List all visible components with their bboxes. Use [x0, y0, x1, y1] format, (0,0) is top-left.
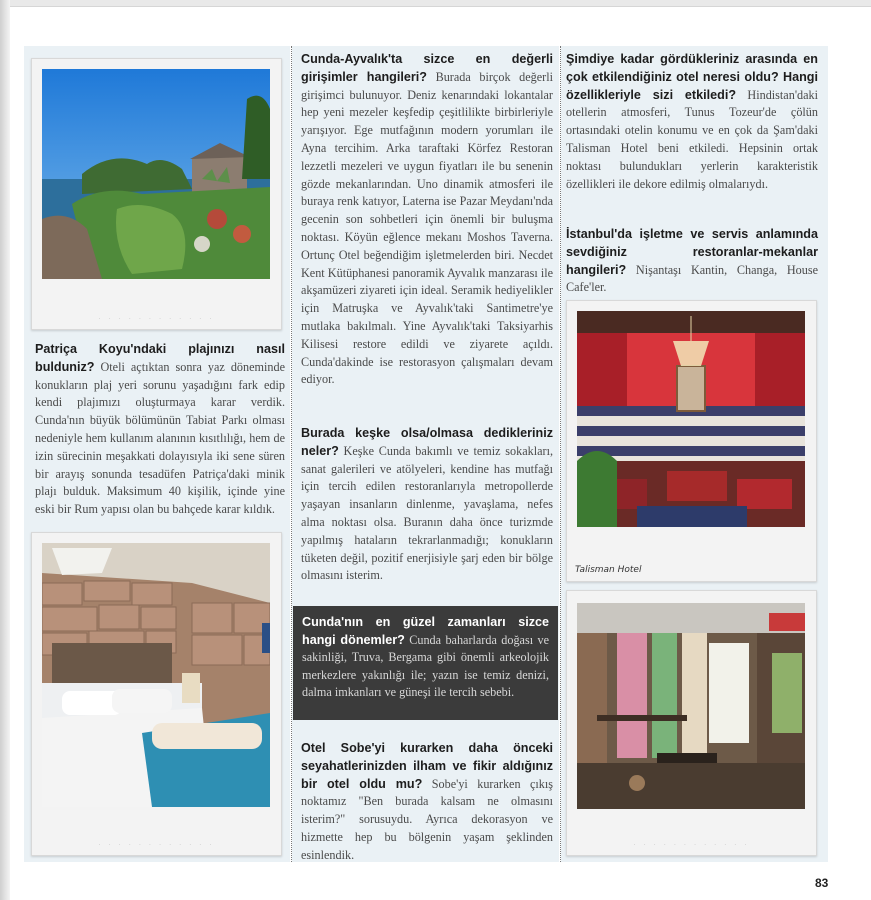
column-separator-1: [291, 46, 292, 862]
column-separator-2: [560, 46, 561, 862]
photo-frame-faded-text: · · · · · · · · · · · ·: [98, 315, 215, 323]
answer-text: Oteli açtıktan sonra yaz döneminde konukların plaj yeri sorunu yaşadığını fark edip kendi plajımızı oluşturmaya karar verdik. Cunda'nın büyük bölümünün Tabiat Parkı olması nedeniyle hem kullanım alanının kısıtlılığı, hem de izin sürecinin meşakkati dolayısıyla iki sene süren bir arayış sonunda tesadüfen Patriça'daki minik plajı bulduk. Maksimum 40 kişilik, içinde yine eski bir Rum yapısı olan bu bahçede karar kıldık.: [35, 359, 285, 517]
question-heading: Burada keşke olsa/olmasa dedikleriniz neler?: [301, 426, 553, 458]
highlight-box: [293, 606, 558, 720]
question-heading: Patriça Koyu'ndaki plajınızı nasıl bulduniz?: [35, 342, 285, 374]
answer-text: Burada birçok değerli girişimci bulunuyor. Deniz kenarındaki lokantalar hep yeni mezeler keşfedip çeşitlilikte birbirleriyle yarışıyor. Ege mutfağının modern yorumları ile Ayna tercihim. Arka taraftaki Körfez Restoran lezzetli mezeleri ve uygun fiyatları ile bu senenin gözde mekanlarından. Uno dinamik atmosferi ile buraya renk katıyor, Laterna ise Pazar Meydanı'nda gecenin son sohbetleri için önemli bir buluşma noktası. Köyün eğlence mekanı Moshos Taverna. Ortunç Otel beğendiğim işletmelerden biri. Necdet Kent Kütüphanesi panoramik Ayvalık manzarası ile akşamüzeri ziyareti için ideal. Seramik hediyelikler için Matruşka ve Ayvalık'taki Santimetre'ye mutlaka bakılmalı. Yine Ayvalık'taki Taksiyarhis Kilisesi restore edildi ve ziyarete açıldı. Cunda'dakinde ise restorasyon çalışmaları devam ediyor.: [301, 69, 553, 387]
hotel-interior-photo: [577, 603, 805, 809]
col2-article-block-2: [301, 425, 553, 585]
photo-frame-faded-text: · · · · · · · · · · · ·: [633, 841, 750, 849]
page-top-edge: [0, 0, 871, 7]
coast-photo-frame: [31, 58, 282, 330]
talisman-photo-frame: [566, 300, 817, 582]
question-heading: Cunda'nın en güzel zamanları sizce hangi dönemler?: [302, 615, 549, 647]
col2-article-block-3: [301, 740, 553, 865]
photo-frame-faded-text: · · · · · · · · · · · ·: [98, 841, 215, 849]
coast-garden-photo: [42, 69, 270, 279]
answer-text: Sobe'yi kurarken çıkış noktamız "Ben burada kalsam ne olmasını isterim?" sorusuydu. Ayrıca dekorasyon ve hizmette hep bu bölgenin yaşam şeklinden esinlendik.: [301, 776, 553, 862]
question-heading: Şimdiye kadar gördükleriniz arasında en çok etkilendiğiniz otel neresi oldu? Hangi özellikleriyle sizi etkiledi?: [566, 52, 818, 102]
page-number: 83: [815, 876, 829, 890]
answer-text: Nişantaşı Kantin, Changa, House Cafe'ler.: [566, 262, 818, 295]
col1-article-block: [35, 341, 285, 519]
col2-article-block-1: [301, 51, 553, 389]
bedroom-photo-frame: [31, 532, 282, 856]
answer-text: Hindistan'daki otellerin atmosferi, Tunus Tozeur'de çölün ortasındaki otelin konumu ve en çok da Şam'daki Talisman Hotel beni etkiledi. Hepsinin ortak noktası bulundukları yerlerin karakteristik özellikleri ile dekore edilmiş olmalarıydı.: [566, 87, 818, 191]
answer-text: Keşke Cunda bakımlı ve temiz sokakları, sanat galerileri ve atölyeleri, kendine has mutfağı için tercih edilen restoranlarıyla metropollerde yaşayan insanların dinlenme, yavaşlama, nefes alma noktası olsa. Buranın daha önce turizmde yapılmış hataların tekrarlanmadığı; konukların tüketen değil, pozitif enerjisiyle şarj eden bir bölge olmasını isterim.: [301, 443, 553, 583]
question-heading: İstanbul'da işletme ve servis anlamında sevdiğiniz restoranlar-mekanlar hangileri?: [566, 227, 818, 277]
question-heading: Otel Sobe'yi kurarken daha önceki seyahatlerinizden ilham ve fikir aldığınız bir otel oldu mu?: [301, 741, 553, 791]
col3-article-block-2: [566, 226, 818, 297]
question-heading: Cunda-Ayvalık'ta sizce en değerli girişimler hangileri?: [301, 52, 553, 84]
answer-text: Cunda baharlarda doğası ve sakinliği, Truva, Bergama gibi önemli arkeolojik merkezlere yakınlığı ile; yazın ise temiz denizi, dalma imkanları ve güneşi ile tercih sebebi.: [302, 632, 549, 700]
photo-caption: Talisman Hotel: [575, 565, 642, 575]
col3-article-block-1: [566, 51, 818, 193]
stone-bedroom-photo: [42, 543, 270, 807]
interior-photo-frame: [566, 590, 817, 856]
talisman-hotel-photo: [577, 311, 805, 527]
binding-spine: [0, 0, 10, 900]
